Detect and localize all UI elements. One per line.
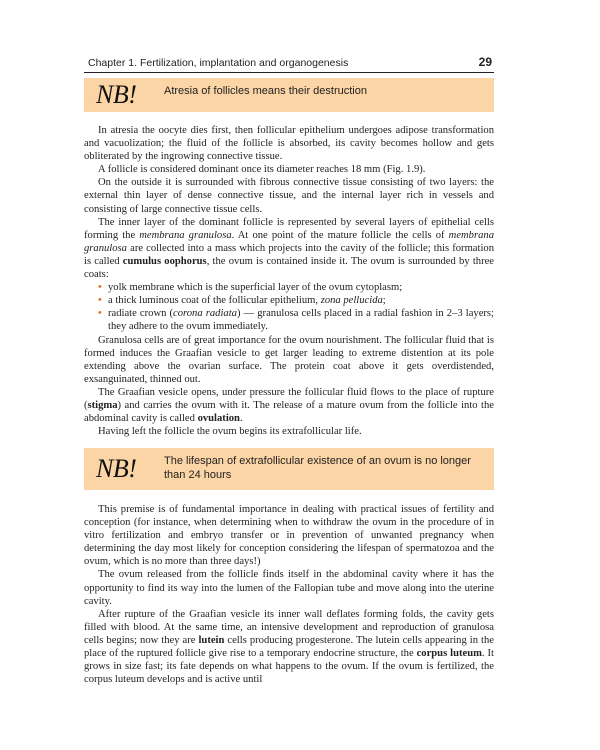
paragraph-inner-layer — [84, 216, 494, 281]
term-membrana-granulosa: membrana granulosa — [84, 229, 494, 254]
term-zona-pellucida: zona pellucida — [320, 295, 383, 307]
nb-callout-lifespan — [84, 448, 494, 490]
ovum-coats-list — [84, 281, 494, 333]
paragraph-extrafollicular: Having left the follicle the ovum begins its extrafollicular life. — [98, 426, 362, 438]
text-span: . — [239, 413, 243, 425]
term-lutein: lutein — [198, 634, 225, 646]
text-span: a thick luminous coat of the follicular epithelium, — [108, 295, 321, 307]
text-span: ; — [382, 295, 386, 307]
text-span: The Graafian vesicle opens, under pressure the follicular fluid flows to the place of rupture ( — [84, 386, 494, 411]
text-span: After rupture of the Graafian vesicle its inner wall deflates forming folds, the cavity gets filled with blood. At the same time, an intensive development and reproduction of granulosa cells begins; now they are — [84, 608, 494, 646]
text-span: radiate crown ( — [108, 308, 174, 320]
nb-mark: NB! — [96, 80, 137, 109]
paragraph-corpus-luteum — [84, 608, 494, 687]
paragraph-dominant-follicle: A follicle is considered dominant once its diameter reaches 18 mm (Fig. 1.9). — [98, 164, 426, 176]
term-ovulation: ovulation — [197, 413, 240, 425]
running-header — [84, 56, 494, 73]
nb-mark: NB! — [96, 454, 137, 483]
paragraph-premise: This premise is of fundamental importance in dealing with practical issues of fertility and conception (for instance, when determining when to withdraw the ovum in the procedure of in vitro fertilization and embryo transfer or in prevention of unwanted pregnancy when determining the day most likely for conception considering the lifespan of spermatozoa and the ovum, which is no more than three days!) — [84, 504, 494, 568]
bullet-icon: • — [98, 295, 102, 307]
nb-callout-text: Atresia of follicles means their destruction — [164, 85, 367, 97]
list-item — [84, 307, 494, 333]
text-span: ) and carries the ovum with it. The release of a mature ovum from the follicle into the abdominal cavity is called — [84, 399, 494, 425]
paragraph-ovum-release: The ovum released from the follicle finds itself in the abdominal cavity where it has the opportunity to find its way into the lumen of the Fallopian tube and move along into the uterine cavity. — [84, 569, 494, 607]
text-span: . At one point of the mature follicle the cells of — [231, 229, 449, 241]
paragraph-connective-tissue: On the outside it is surrounded with fibrous connective tissue consisting of two layers: the external thin layer of dense connective tissue, and the internal layer rich in vessels and consisting of large connective tissue cells. — [84, 177, 494, 215]
term-corpus-luteum: corpus luteum — [416, 648, 482, 660]
paragraph-granulosa-cells: Granulosa cells are of great importance for the ovum nourishment. The follicular fluid that is formed induces the Graafian vesicle to get larger leading to extreme distention at its pole extending above the ovarian surface. The protein coat above it gets overdistended, exsanguinated, thinned out. — [84, 334, 494, 385]
text-span: , the ovum is contained inside it. The ovum is surrounded by three coats: — [84, 255, 495, 281]
text-span: The inner layer of the dominant follicle is represented by several layers of epithelial cells forming the — [84, 216, 494, 241]
text-span: . It grows in size fast; its fate depends on what happens to the ovum. If the ovum is fertilized, the corpus luteum develops and is active until — [84, 648, 494, 686]
term-stigma: stigma — [87, 399, 118, 411]
term-cumulus-oophorus: cumulus oophorus — [122, 255, 207, 267]
list-item — [84, 294, 494, 307]
text-span: ) — granulosa cells placed in a radial fashion in 2–3 layers; they adhere to the ovum immediately. — [108, 308, 494, 333]
term-corona-radiata: corona radiata — [173, 308, 237, 320]
bullet-icon: • — [98, 282, 102, 294]
list-item — [84, 281, 494, 294]
term-membrana-granulosa: membrana granulosa — [139, 229, 232, 241]
section-ovum-text — [84, 503, 494, 686]
text-span: are collected into a mass which projects into the cavity of the follicle; this formation is called — [84, 242, 494, 267]
paragraph-atresia: In atresia the oocyte dies first, then follicular epithelium undergoes adipose transformation and vacuolization; the fluid of the follicle is absorbed, its cavity becomes hollow and gets obliterated by the ingrowing connective tissue. — [84, 125, 494, 163]
paragraph-ovulation — [84, 386, 494, 425]
text-span: cells producing progesterone. The lutein cells appearing in the place of the ruptured follicle give rise to a temporary endocrine structure, the — [84, 634, 494, 660]
nb-callout-atresia — [84, 78, 494, 112]
section-follicle-text — [84, 124, 494, 438]
text-span: yolk membrane which is the superficial layer of the ovum cytoplasm; — [108, 282, 403, 294]
chapter-title: Chapter 1. Fertilization, implantation and organogenesis — [88, 57, 349, 69]
nb-callout-text: The lifespan of extrafollicular existence of an ovum is no longer than 24 hours — [164, 455, 471, 481]
page-number: 29 — [478, 55, 492, 69]
bullet-icon: • — [98, 308, 102, 320]
